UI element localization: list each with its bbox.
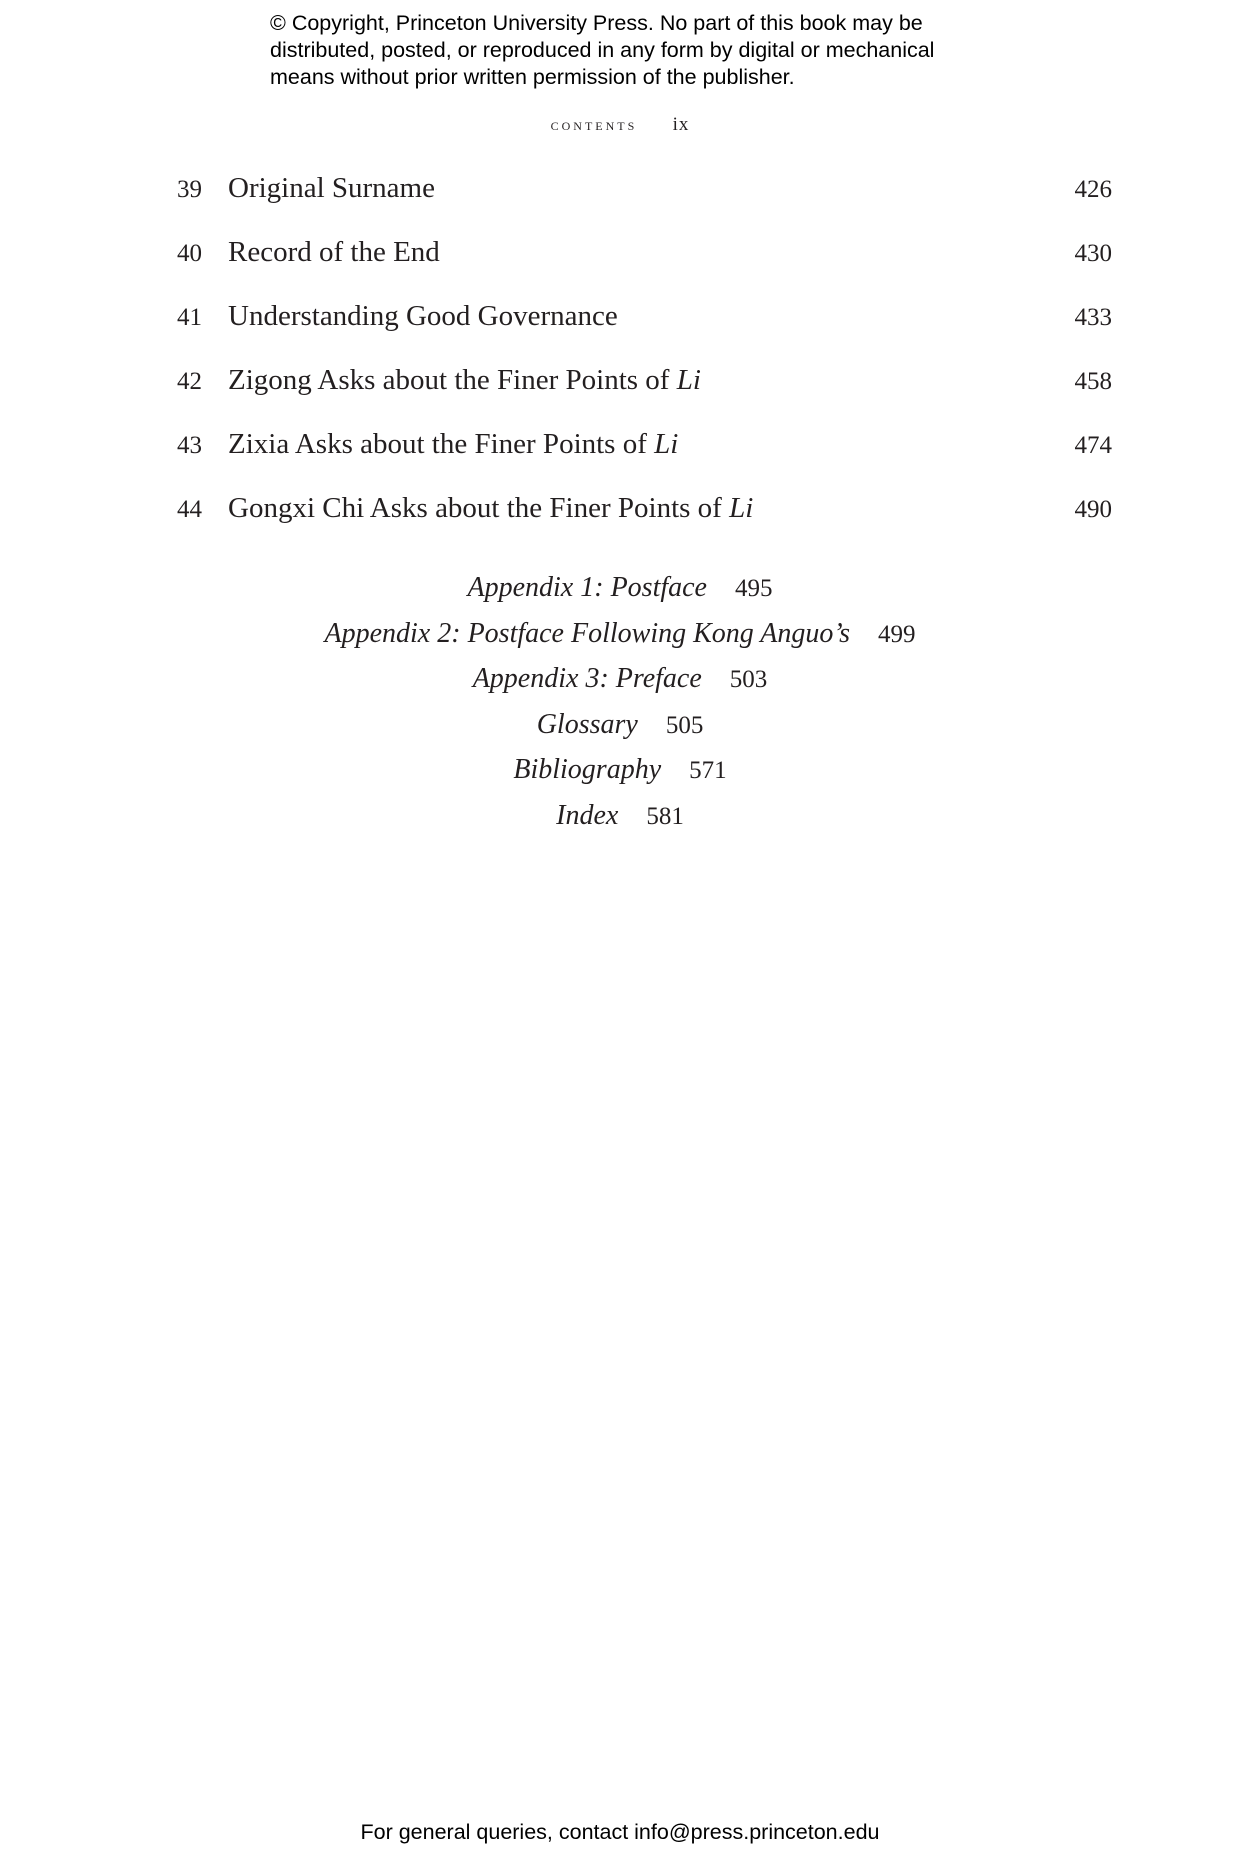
copyright-line: © Copyright, Princeton University Press. No part of this book may be [270, 11, 923, 35]
back-matter-entry [0, 800, 1240, 846]
toc-entry [0, 488, 1240, 552]
back-matter-page-number: 505 [665, 711, 704, 739]
back-matter-title: Appendix 3: Preface [472, 663, 702, 695]
chapter-page-number: 433 [1074, 304, 1112, 331]
chapter-title-italic: Li [676, 364, 701, 396]
chapter-number: 42 [177, 368, 202, 395]
back-matter-list [0, 572, 1240, 846]
chapter-title-text: Zixia Asks about the Finer Points of [228, 428, 655, 460]
back-matter-title: Index [556, 799, 619, 831]
back-matter-title: Appendix 2: Postface Following Kong Anguo’s [324, 617, 850, 649]
chapter-number: 44 [177, 496, 202, 523]
chapter-title-text: Record of the End [228, 236, 440, 268]
chapter-page-number: 430 [1074, 240, 1112, 267]
back-matter-entry [0, 663, 1240, 709]
chapter-title [228, 236, 440, 269]
back-matter-page-number: 581 [646, 802, 684, 830]
chapter-number: 40 [177, 240, 202, 267]
back-matter-title: Appendix 1: Postface [467, 572, 707, 603]
chapter-number: 39 [177, 176, 202, 203]
back-matter-title: Bibliography [513, 754, 662, 786]
chapter-title-italic: Li [654, 428, 679, 460]
back-matter-entry [0, 754, 1240, 800]
chapter-title [228, 300, 618, 333]
toc-entry [0, 232, 1240, 296]
toc-entry [0, 424, 1240, 488]
chapter-title [228, 364, 701, 397]
chapter-page-number: 490 [1074, 496, 1112, 523]
chapter-page-number: 458 [1074, 368, 1112, 395]
running-head [0, 114, 1240, 136]
chapter-title-text: Original Surname [228, 172, 435, 204]
chapter-title-text: Gongxi Chi Asks about the Finer Points of [228, 492, 730, 524]
table-of-contents [0, 168, 1240, 552]
back-matter-page-number: 503 [729, 666, 768, 694]
running-head-label: contents [550, 115, 638, 134]
footer-contact: For general queries, contact info@press.princeton.edu [360, 1820, 880, 1844]
back-matter-page-number: 499 [877, 620, 916, 648]
back-matter-entry [0, 709, 1240, 755]
chapter-number: 43 [177, 432, 202, 459]
back-matter-entry [0, 572, 1240, 618]
chapter-title-text: Zigong Asks about the Finer Points of [228, 364, 677, 396]
back-matter-entry [0, 618, 1240, 664]
chapter-title [228, 428, 678, 461]
copyright-line: distributed, posted, or reproduced in any form by digital or mechanical [270, 38, 935, 62]
chapter-title [228, 172, 435, 205]
chapter-page-number: 474 [1074, 432, 1112, 459]
toc-entry [0, 360, 1240, 424]
back-matter-page-number: 495 [734, 575, 773, 602]
copyright-notice [270, 10, 1030, 91]
chapter-number: 41 [177, 304, 202, 331]
running-head-page-number: ix [672, 114, 690, 135]
toc-entry [0, 168, 1240, 232]
toc-entry [0, 296, 1240, 360]
back-matter-page-number: 571 [689, 757, 727, 785]
chapter-title-italic: Li [729, 492, 754, 524]
back-matter-title: Glossary [536, 708, 638, 740]
chapter-page-number: 426 [1074, 176, 1112, 203]
copyright-line: means without prior written permission of the publisher. [270, 65, 795, 89]
chapter-title [228, 492, 753, 525]
chapter-title-text: Understanding Good Governance [228, 300, 618, 332]
